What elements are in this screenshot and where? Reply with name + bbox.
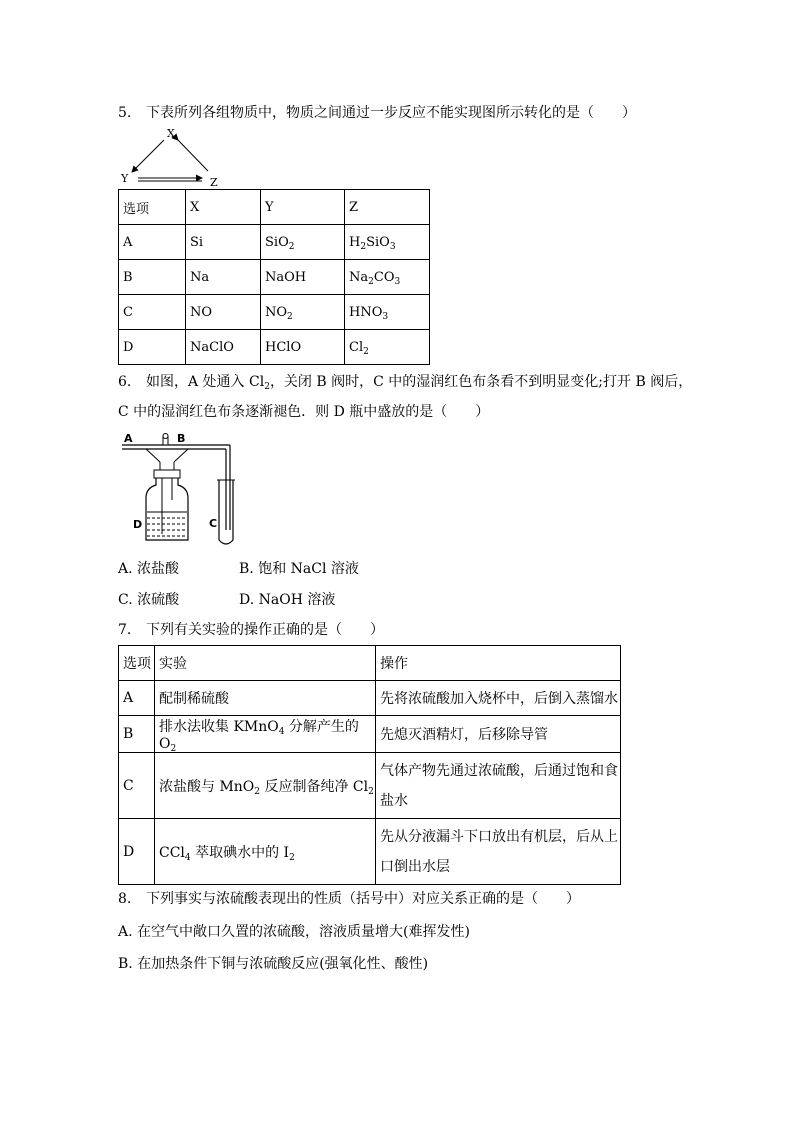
row-y: SiO$_2$: [261, 225, 345, 260]
label-d: D: [133, 518, 143, 531]
header-y: Y: [261, 190, 345, 225]
table-row: [119, 753, 621, 819]
row-y: HClO: [261, 330, 345, 365]
row-y: NaOH: [261, 260, 345, 295]
q7-stem-text: 下列有关实验的操作正确的是（ ）: [146, 622, 384, 638]
header-experiment: 实验: [155, 646, 376, 681]
row-option: B: [119, 716, 155, 753]
q7-number: 7.: [118, 622, 132, 638]
q6-line1-text: 如图，A 处通入 $Cl_2$，关闭 B 阀时，C 中的湿润红色布条看不到明显变化;打开 B 阀后，: [146, 374, 693, 392]
q8-stem-text: 下列事实与浓硫酸表现出的性质（括号中）对应关系正确的是（ ）: [146, 891, 580, 907]
q6-apparatus-diagram: [118, 430, 248, 550]
q6-option-c[interactable]: C. 浓硫酸: [118, 592, 180, 608]
q8-number: 8.: [118, 891, 132, 907]
row-operation: 先熄灭酒精灯，后移除导管: [376, 716, 621, 753]
row-x: NaClO: [186, 330, 261, 365]
table-row: [119, 295, 430, 330]
row-x: Si: [186, 225, 261, 260]
row-experiment: 浓盐酸与 MnO$_2$ 反应制备纯净 $Cl_2$: [155, 753, 376, 819]
row-z: $Na_2CO_3$: [345, 260, 430, 295]
arrow-x-to-y: [132, 140, 164, 172]
diagram-label-x: X: [167, 127, 175, 140]
row-x: NO: [186, 295, 261, 330]
row-option: D: [119, 330, 186, 365]
table-row: [119, 225, 430, 260]
q6-option-b[interactable]: B. 饱和 NaCl 溶液: [239, 561, 359, 577]
header-z: Z: [345, 190, 430, 225]
q6-stem-line2: C 中的湿润红色布条逐渐褪色．则 D 瓶中盛放的是（ ）: [118, 404, 490, 420]
header-option: 选项: [119, 190, 186, 225]
diagram-label-z: Z: [210, 176, 218, 189]
q8-option-a[interactable]: A. 在空气中敞口久置的浓硫酸，溶液质量增大(难挥发性): [118, 924, 470, 940]
table-row: [119, 330, 430, 365]
label-a: A: [124, 432, 133, 445]
diagram-label-y: Y: [121, 172, 129, 185]
q7-stem: [118, 620, 384, 640]
label-b: B: [177, 432, 186, 445]
row-x: Na: [186, 260, 261, 295]
row-experiment: 配制稀硫酸: [155, 681, 376, 716]
q6-number: 6.: [118, 374, 132, 390]
row-operation: 气体产物先通过浓硫酸，后通过饱和食 盐水: [376, 753, 621, 819]
q7-table: [118, 645, 621, 885]
table-header-row: [119, 190, 430, 225]
q5-conversion-diagram: [118, 126, 228, 190]
row-option: C: [119, 295, 186, 330]
row-z: $H_2SiO_3$: [345, 225, 430, 260]
q5-number: 5.: [118, 105, 132, 121]
q8-option-b[interactable]: B. 在加热条件下铜与浓硫酸反应(强氧化性、酸性): [118, 956, 429, 972]
label-c: C: [209, 517, 218, 530]
row-option: A: [119, 225, 186, 260]
header-option: 选项: [119, 646, 155, 681]
q5-stem: [118, 103, 636, 123]
header-x: X: [186, 190, 261, 225]
table-header-row: [119, 646, 621, 681]
q6-option-d[interactable]: D. NaOH 溶液: [239, 592, 336, 608]
row-y: $NO_2$: [261, 295, 345, 330]
arrow-z-to-x: [178, 140, 208, 171]
table-row: [119, 681, 621, 716]
q6-option-a[interactable]: A. 浓盐酸: [118, 561, 180, 577]
row-experiment: 排水法收集 KMnO$_4$ 分解产生的 $O_2$: [155, 716, 376, 753]
row-operation: 先将浓硫酸加入烧杯中，后倒入蒸馏水: [376, 681, 621, 716]
q8-stem: [118, 889, 580, 909]
table-row: [119, 819, 621, 885]
table-row: [119, 716, 621, 753]
gas-apparatus-drawing: [118, 430, 248, 550]
row-z: $Cl_2$: [345, 330, 430, 365]
row-operation: 先从分液漏斗下口放出有机层，后从上 口倒出水层: [376, 819, 621, 885]
row-experiment: CCl$_4$ 萃取碘水中的 $I_2$: [155, 819, 376, 885]
bottle-d: [146, 478, 188, 540]
row-option: B: [119, 260, 186, 295]
row-option: C: [119, 753, 155, 819]
q5-stem-text: 下表所列各组物质中，物质之间通过一步反应不能实现图所示转化的是（ ）: [146, 105, 636, 121]
row-option: A: [119, 681, 155, 716]
row-option: D: [119, 819, 155, 885]
header-operation: 操作: [376, 646, 621, 681]
q6-stem-line1: [118, 372, 692, 392]
q5-table: [118, 189, 430, 365]
row-z: $HNO_3$: [345, 295, 430, 330]
table-row: [119, 260, 430, 295]
